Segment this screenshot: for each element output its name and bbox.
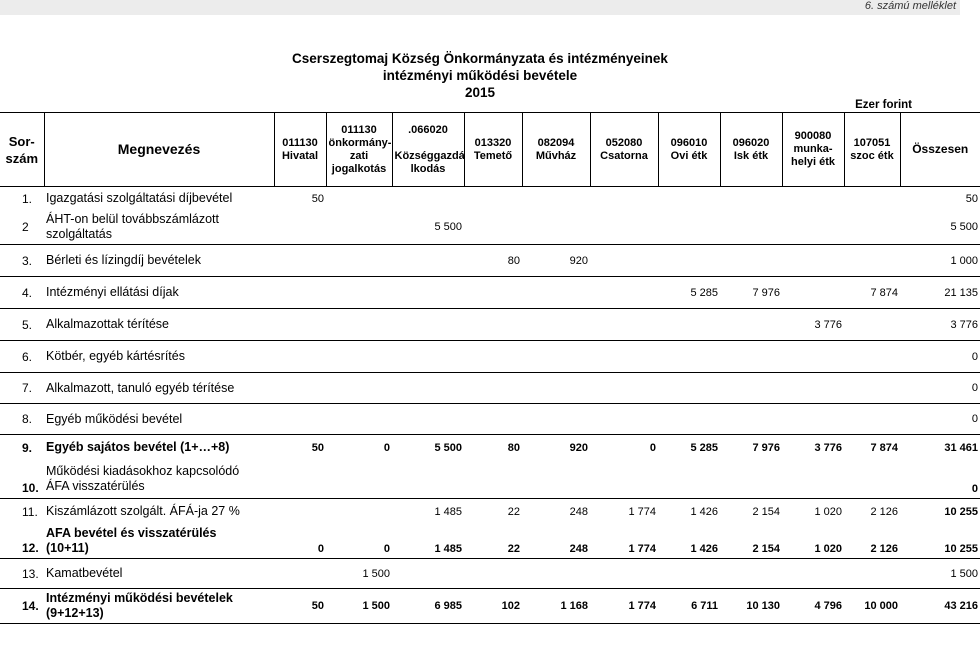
cell-value: 5 500 — [392, 211, 464, 245]
cell-value: 1 020 — [814, 505, 842, 518]
table-row — [0, 245, 980, 277]
cell-value: 2 154 — [752, 505, 780, 518]
top-bar — [0, 0, 960, 15]
title-line-3: 2015 — [464, 85, 496, 100]
cell-value: 5 285 — [690, 441, 718, 454]
cell-value: 22 — [507, 505, 520, 518]
row-number: 11. — [22, 504, 38, 519]
header-col-ovi-etk: 096010 Ovi étk — [658, 113, 720, 187]
annex-label: 6. számú melléklet — [864, 0, 956, 12]
cell-total: 1 000 — [900, 245, 980, 277]
table-row — [0, 435, 980, 461]
row-label: Kötbér, egyéb kártésrítés — [44, 341, 274, 373]
header-col-isk-etk: 096020 Isk étk — [720, 113, 782, 187]
row-number: 12. — [0, 525, 44, 559]
header-col-hivatal: 011130 Hivatal — [274, 113, 326, 187]
cell-value: 4 796 — [782, 589, 844, 624]
cell-value: 1 485 — [434, 505, 462, 518]
header-col-muvhaz: 082094 Művház — [522, 113, 590, 187]
row-label: Működési kiadásokhoz kapcsolódó ÁFA visszatérülés — [44, 461, 274, 499]
row-label: Intézményi ellátási díjak — [44, 277, 274, 309]
cell-total: 0 — [900, 341, 980, 373]
header-megnevezes: Megnevezés — [44, 113, 274, 187]
cell-total: 0 — [900, 373, 980, 404]
cell-value: 6 985 — [392, 589, 464, 624]
cell-value: 1 774 — [628, 505, 656, 518]
cell-value: 920 — [569, 441, 588, 454]
header-col-jogalkotas: 011130 önkormány- zati jogalkotás — [326, 113, 392, 187]
cell-value: 0 — [274, 525, 326, 559]
header-col-szoc-etk: 107051 szoc étk — [844, 113, 900, 187]
cell-value: 7 976 — [752, 441, 780, 454]
cell-total: 31 461 — [944, 441, 978, 454]
revenue-table — [0, 112, 980, 624]
cell-value: 1 426 — [658, 525, 720, 559]
row-label: Alkalmazott, tanuló egyéb térítése — [44, 373, 274, 404]
row-label: Kamatbevétel — [44, 559, 274, 589]
row-label: Egyéb sajátos bevétel (1+…+8) — [46, 440, 230, 455]
header-col-kozseggazdalkodas: .066020 Községgazdá lkodás — [392, 113, 464, 187]
cell-total: 5 500 — [900, 211, 980, 245]
table-row — [0, 309, 980, 341]
cell-value: 0 — [326, 525, 392, 559]
title-line-1: Cserszegtomaj Község Önkormányzata és intézményeinek — [292, 51, 668, 66]
cell-value: 80 — [464, 245, 522, 277]
cell-value: 1 500 — [326, 589, 392, 624]
cell-value: 248 — [522, 525, 590, 559]
table-row — [0, 277, 980, 309]
table-row — [0, 404, 980, 435]
row-number: 3. — [0, 245, 44, 277]
header-col-munkahelyi-etk: 900080 munka- helyi étk — [782, 113, 844, 187]
cell-value: 50 — [311, 192, 324, 205]
row-label: Bérleti és lízingdíj bevételek — [44, 245, 274, 277]
row-label: Kiszámlázott szolgált. ÁFÁ-ja 27 % — [46, 504, 240, 519]
cell-value: 1 774 — [590, 589, 658, 624]
cell-value: 50 — [274, 589, 326, 624]
header-col-osszesen: Összesen — [900, 113, 980, 187]
header-col-csatorna: 052080 Csatorna — [590, 113, 658, 187]
row-label: Intézményi működési bevételek (9+12+13) — [44, 589, 274, 624]
cell-value: 5 500 — [434, 441, 462, 454]
header-sorszam: Sor- szám — [0, 113, 44, 187]
table-row — [0, 589, 980, 624]
cell-value: 1 485 — [392, 525, 464, 559]
table-row — [0, 525, 980, 559]
cell-value: 7 976 — [720, 277, 782, 309]
cell-value: 0 — [649, 441, 656, 454]
row-number: 1. — [22, 191, 33, 206]
cell-total: 43 216 — [900, 589, 980, 624]
row-number: 7. — [0, 373, 44, 404]
cell-value: 2 126 — [844, 525, 900, 559]
row-number: 10. — [0, 461, 44, 499]
cell-value: 3 776 — [814, 441, 842, 454]
cell-value: 3 776 — [782, 309, 844, 341]
unit-label: Ezer forint — [855, 99, 912, 111]
row-number: 13. — [0, 559, 44, 589]
table-row — [0, 373, 980, 404]
cell-total: 0 — [900, 461, 980, 499]
row-number: 5. — [0, 309, 44, 341]
cell-total: 21 135 — [900, 277, 980, 309]
cell-value: 0 — [383, 441, 390, 454]
row-label: ÁHT-on belül továbbszámlázott szolgáltatás — [44, 211, 274, 245]
table-row — [0, 187, 980, 211]
row-number: 4. — [0, 277, 44, 309]
cell-total: 1 500 — [900, 559, 980, 589]
table-row — [0, 461, 980, 499]
table-row — [0, 559, 980, 589]
table-row — [0, 499, 980, 525]
cell-value: 2 126 — [870, 505, 898, 518]
cell-value: 248 — [569, 505, 588, 518]
header-col-temeto: 013320 Temető — [464, 113, 522, 187]
cell-value: 6 711 — [658, 589, 720, 624]
row-number: 14. — [0, 589, 44, 624]
table-row — [0, 341, 980, 373]
cell-total: 0 — [900, 404, 980, 435]
header-row — [0, 113, 980, 187]
cell-value: 1 168 — [522, 589, 590, 624]
document-title — [0, 50, 960, 101]
row-number: 6. — [0, 341, 44, 373]
cell-value: 50 — [311, 441, 324, 454]
cell-value: 920 — [522, 245, 590, 277]
cell-total: 3 776 — [900, 309, 980, 341]
cell-value: 5 285 — [658, 277, 720, 309]
cell-total: 10 255 — [944, 505, 978, 518]
row-number: 9. — [22, 440, 33, 455]
row-number: 2 — [0, 211, 44, 245]
cell-value: 10 000 — [844, 589, 900, 624]
cell-value: 10 130 — [720, 589, 782, 624]
cell-value: 7 874 — [870, 441, 898, 454]
title-line-2: intézményi működési bevétele — [382, 68, 578, 83]
cell-total: 10 255 — [900, 525, 980, 559]
cell-value: 102 — [464, 589, 522, 624]
cell-value: 1 426 — [690, 505, 718, 518]
cell-value: 2 154 — [720, 525, 782, 559]
cell-value: 7 874 — [844, 277, 900, 309]
row-label: Alkalmazottak térítése — [44, 309, 274, 341]
row-label: Igazgatási szolgáltatási díjbevétel — [46, 191, 233, 206]
cell-value: 1 020 — [782, 525, 844, 559]
table-row — [0, 211, 980, 245]
row-label: Egyéb működési bevétel — [44, 404, 274, 435]
cell-value: 1 500 — [326, 559, 392, 589]
cell-value: 1 774 — [590, 525, 658, 559]
cell-total: 50 — [965, 192, 978, 205]
row-number: 8. — [0, 404, 44, 435]
cell-value: 80 — [507, 441, 520, 454]
cell-value: 22 — [464, 525, 522, 559]
row-label: AFA bevétel és visszatérülés (10+11) — [44, 525, 274, 559]
